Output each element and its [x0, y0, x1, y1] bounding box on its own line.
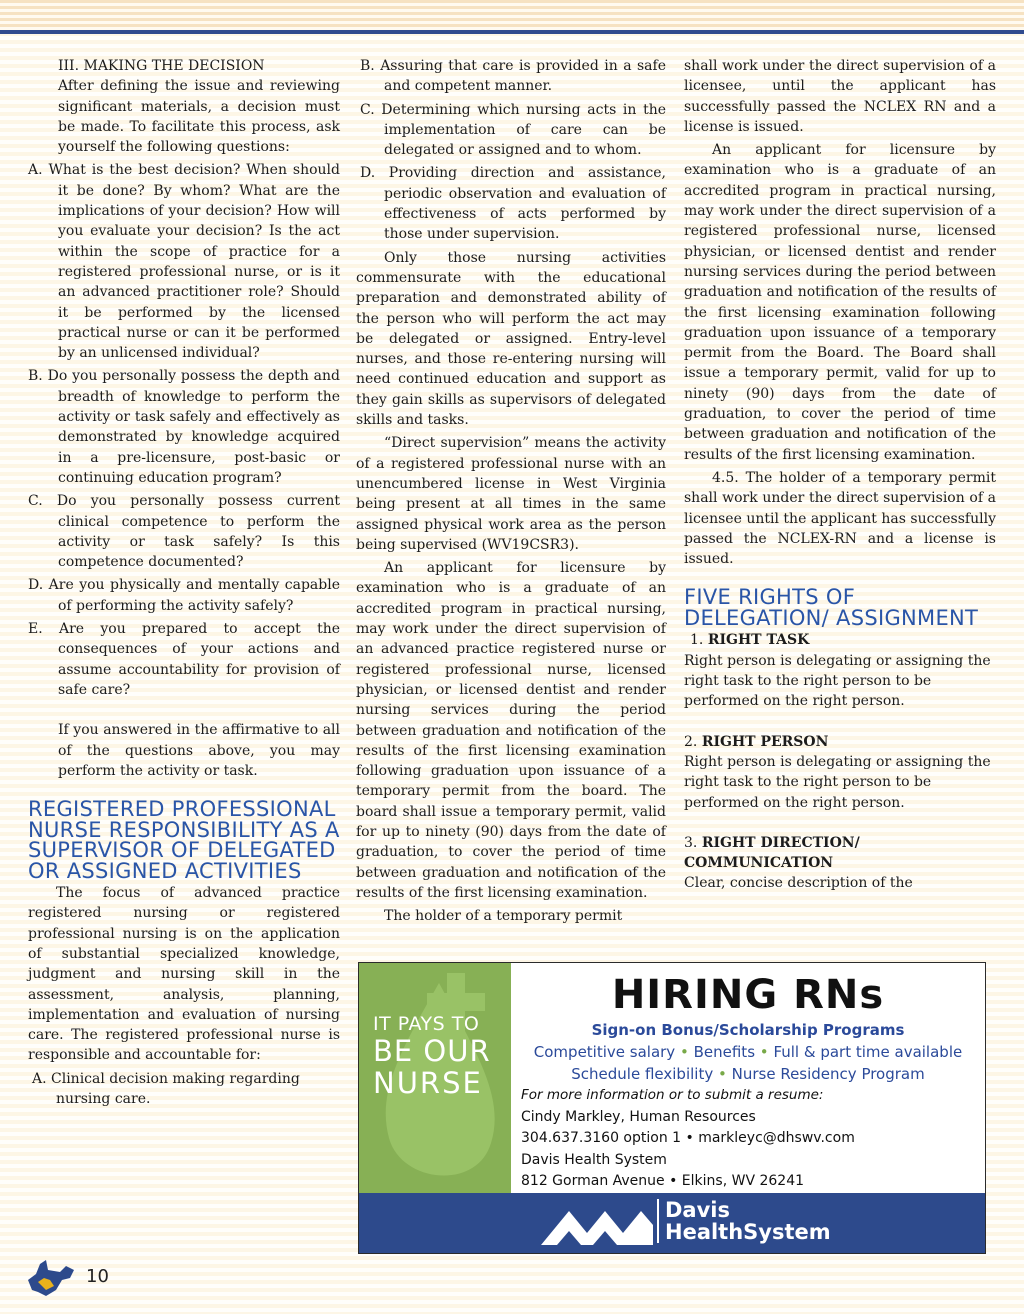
section-title-making-decision: III. MAKING THE DECISION: [58, 58, 265, 74]
question-e: E. Are you prepared to accept the consequences of your actions and assume accountability for provision of safe care?: [28, 621, 340, 698]
ad-organization: Davis Health System: [521, 1151, 667, 1168]
only-those-paragraph: Only those nursing activities commensurate with the educational preparation and demonstrated ability of the person who will perform the act may be delegated or assigned. Entry-level nurses, and those re-entering nursing will need continued education and support as they gain skills as supervisors of delegated skills and tasks.: [356, 249, 666, 429]
slogan-line-1: IT PAYS TO: [373, 1013, 480, 1035]
responsibility-item-b: B. Assuring that care is provided in a safe and competent manner.: [360, 58, 666, 95]
page-number: 10: [86, 1266, 109, 1287]
ad-contact-info: [521, 1085, 855, 1193]
davis-logo-text: Davis HealthSystem: [657, 1199, 831, 1243]
right-direction-text: Clear, concise description of the: [684, 875, 913, 892]
question-d: D. Are you physically and mentally capable of performing the activity safely?: [28, 577, 340, 614]
slogan-line-3: NURSE: [373, 1066, 483, 1100]
right-person-text: Right person is delegating or assigning the right task to the right person to be performed on the right person.: [684, 753, 991, 811]
ad-info-intro: For more information or to submit a resume:: [521, 1087, 824, 1103]
column-1: [28, 56, 340, 1109]
holder-paragraph-start: The holder of a temporary permit: [384, 908, 623, 925]
top-banner: [0, 0, 1024, 30]
davis-mountains-logo-icon: [541, 1201, 653, 1245]
question-c: C. Do you personally possess current clinical competence to perform the activity or task safely? Is this competence documented?: [28, 493, 340, 571]
column-3: [684, 56, 996, 894]
ad-contact-phone-email[interactable]: 304.637.3160 option 1 • markleyc@dhswv.com: [521, 1130, 855, 1146]
column-2: [356, 56, 666, 926]
ad-benefits-line-2: Schedule flexibility • Nurse Residency Program: [571, 1065, 925, 1083]
question-a: A. What is the best decision? When should it be done? By whom? What are the implications of your decision? How will you evaluate your decision? Is the act within the scope of practice for a registered professional nurse, or is it an advanced practitioner role? Should it be performed by the licensed practical nurse or can it be performed by an unlicensed individual?: [28, 162, 340, 362]
slogan-line-2: BE OUR: [373, 1034, 491, 1068]
ad-logo-bar: [359, 1193, 985, 1253]
rule-4-5-paragraph: 4.5. The holder of a temporary permit shall work under the direct supervision of a licensee until the applicant has successfully passed the NCLEX-RN and a license is issued.: [684, 469, 996, 568]
right-task-title: 1. RIGHT TASK: [690, 632, 810, 649]
ad-title: HIRING RNs: [611, 972, 885, 1018]
responsibility-item-d: D. Providing direction and assistance, periodic observation and evaluation of effectiveness of acts performed by those under supervision.: [360, 165, 666, 243]
west-virginia-state-icon: [26, 1256, 76, 1298]
ad-contact-name: Cindy Markley, Human Resources: [521, 1108, 756, 1125]
applicant-paragraph-pn: An applicant for licensure by examination who is a graduate of an accredited program in practical nursing, may work under the direct supervision of an advanced practice registered nurse or registered professional nurse, licensed physician, or licensed dentist and render nursing services during the period between graduation and notification of the results of the first licensing examination following graduation upon issuance of a temporary permit from the board. The board shall issue a temporary permit, valid for up to ninety (90) days from the date of graduation, to cover the period of time between graduation and notification of the results of the first licensing examination.: [356, 560, 666, 901]
ad-address: 812 Gorman Avenue • Elkins, WV 26241: [521, 1173, 805, 1189]
affirmative-note: If you answered in the affirmative to all of the questions above, you may perform the activity or task.: [58, 722, 340, 779]
direct-supervision-paragraph: “Direct supervision” means the activity of a registered professional nurse with an unencumbered license in West Virginia being present at all times in the same assigned physical work area as the person being supervised (WV19CSR3).: [356, 435, 666, 553]
ad-benefits-line-1: Competitive salary • Benefits • Full & part time available: [533, 1043, 963, 1061]
responsibility-item-c: C. Determining which nursing acts in the implementation of care can be delegated or assigned and to whom.: [360, 101, 666, 159]
hiring-advertisement: [358, 962, 986, 1254]
making-decision-intro: After defining the issue and reviewing significant materials, a decision must be made. To facilitate this process, ask yourself the following questions:: [58, 78, 340, 156]
right-person-title: 2. RIGHT PERSON: [684, 733, 829, 750]
responsibility-item-a: A. Clinical decision making regarding nursing care.: [32, 1070, 300, 1108]
question-b: B. Do you personally possess the depth and breadth of knowledge to perform the activity or task safely and effectively as demonstrated by knowledge acquired in a pre-licensure, post-basic or continuing education program?: [28, 368, 340, 486]
heading-supervisor-responsibility: REGISTERED PROFESSIONAL NURSE RESPONSIBILITY AS A SUPERVISOR OF DELEGATED OR ASSIGNED ACTIVITIES: [28, 797, 340, 883]
right-task-text: Right person is delegating or assigning the right task to the right person to be performed on the right person.: [684, 652, 991, 710]
ad-slogan-panel: [359, 963, 511, 1193]
holder-paragraph-continued: shall work under the direct supervision of a licensee, until the applicant has successfully passed the NCLEX RN and a license is issued.: [684, 58, 996, 135]
ad-content: [511, 963, 985, 1193]
focus-paragraph: The focus of advanced practice registered nursing or registered professional nursing is on the application of substantial specialized knowledge, judgment and nursing skill in the assessment, analysis, planning, implementation and evaluation of nursing care. The registered professional nurse is responsible and accountable for:: [28, 885, 340, 1064]
applicant-paragraph-board: An applicant for licensure by examination who is a graduate of an accredited program in practical nursing, may work under the direct supervision of a registered professional nurse, licensed physician, or licensed dentist and render nursing services during the period between graduation and notification of the results of the first licensing examination following graduation upon issuance of a temporary permit from the Board. The Board shall issue a temporary permit, valid for up to ninety (90) days from the date of graduation, to cover the period of time between graduation and notification of the results of the first licensing examination.: [684, 142, 996, 463]
right-direction-title: 3. RIGHT DIRECTION/ COMMUNICATION: [684, 834, 860, 872]
top-rule: [0, 30, 1024, 34]
ad-subtitle: Sign-on Bonus/Scholarship Programs: [591, 1021, 905, 1039]
heading-five-rights: FIVE RIGHTS OF DELEGATION/ ASSIGNMENT: [684, 585, 979, 630]
